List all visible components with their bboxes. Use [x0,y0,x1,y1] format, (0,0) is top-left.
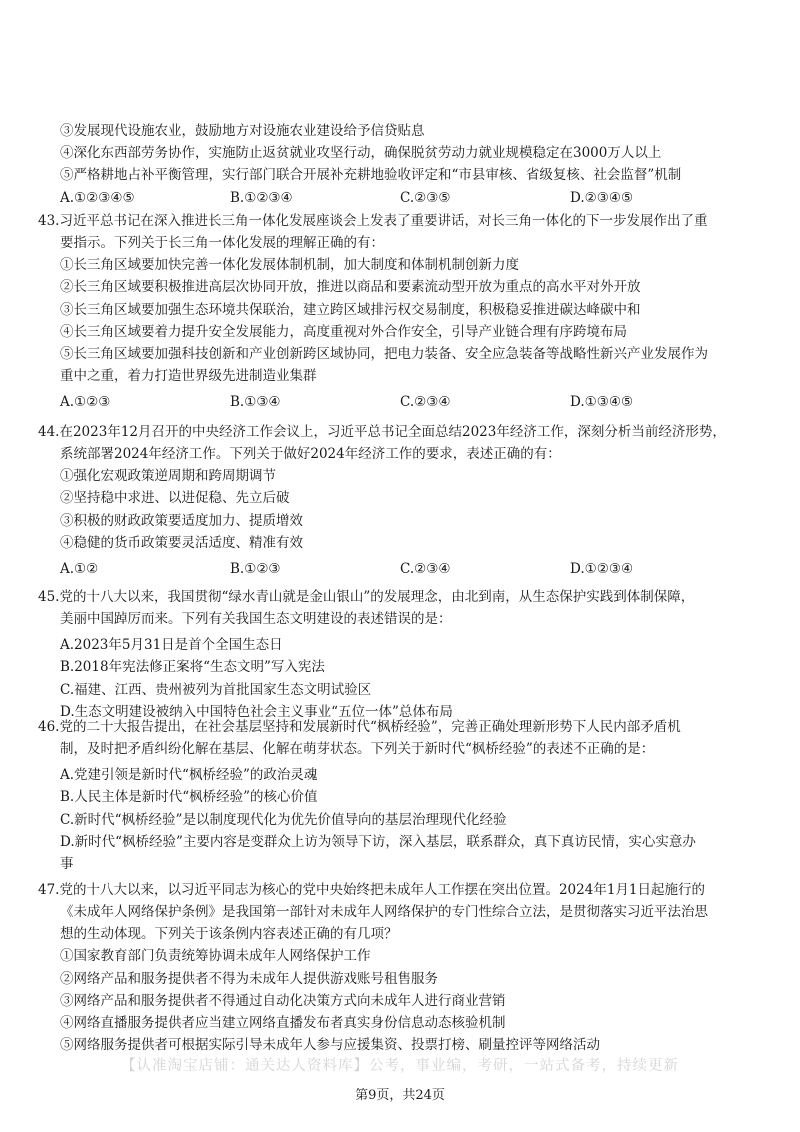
question-stem-cont-1: 《未成年人网络保护条例》是我国第一部针对未成年人网络保护的专门性综合立法，是贯彻落实习近平法治思 [60,904,708,920]
statement-3: ③长三角区域要加强生态环境共保联治，建立跨区域排污权交易制度，积极稳妥推进碳达峰碳中和 [60,301,641,318]
statement-4: ④长三角区域要着力提升安全发展能力，高度重视对外合作安全，引导产业链合理有序跨境布局 [60,323,627,340]
watermark-text: 【认准淘宝店铺：通关达人资料库】公考，事业编，考研，一站式备考，持续更新 [121,1058,679,1074]
option-b: B.①③④ [230,394,281,411]
choice-d: D.新时代“枫桥经验”主要内容是变群众上访为领导下访，深入基层，联系群众，真下真访民情，实心实意办 [60,833,696,850]
question-43 [38,210,758,232]
option-d: D.②③④⑤ [570,189,634,206]
statement-1: ①国家教育部门负责统筹协调未成年人网络保护工作 [60,948,371,965]
choice-d-cont: 事 [60,855,74,872]
choice-c: C.新时代“枫桥经验”是以制度现代化为优先价值导向的基层治理现代化经验 [60,811,507,828]
statement-1: ①长三角区域要加快完善一体化发展体制机制，加大制度和体制机制创新力度 [60,257,519,274]
question-stem: 47.党的十八大以来，以习近平同志为核心的党中央始终把未成年人工作摆在突出位置。2024年1月1日起施行的 [38,882,706,898]
question-stem-cont: 要指示。下列关于长三角一体化发展的理解正确的有： [60,235,384,251]
question-44 [38,421,758,443]
question-stem-cont: 美丽中国踔厉而来。下列有关我国生态文明建设的表述错误的是： [60,611,452,627]
option-c: C.②③⑤ [400,189,451,206]
statement-2: ②长三角区域要积极推进高层次协同开放，推进以商品和要素流动型开放为重点的高水平对外开放 [60,279,641,296]
option-d: D.①②③④ [570,560,634,577]
page-number: 第9页，共24页 [355,1088,445,1103]
option-a: A.①② [60,560,99,577]
question-47 [38,879,758,901]
question-45 [38,586,758,608]
answer-options [60,391,750,413]
statement-3: ③网络产品和服务提供者不得通过自动化决策方式向未成年人进行商业营销 [60,992,506,1009]
question-46-body [60,738,750,875]
question-stem: 45.党的十八大以来，我国贯彻“绿水青山就是金山银山”的发展理念，由北到南，从生态保护实践到体制保障， [38,589,695,605]
question-stem-cont: 制，及时把矛盾纠纷化解在基层、化解在萌芽状态。下列关于新时代“枫桥经验”的表述不正确的是： [60,741,655,757]
question-stem: 43.习近平总书记在深入推进长三角一体化发展座谈会上发表了重要讲话，对长三角一体化的下一步发展作出了重 [38,213,708,229]
option-c: C.②③④ [400,560,451,577]
choice-d: D.生态文明建设被纳入中国特色社会主义事业“五位一体”总体布局 [60,703,453,720]
choice-a: A.党建引领是新时代“枫桥经验”的政治灵魂 [60,767,318,784]
statement-4: ④稳健的货币政策要灵活适度、精准有效 [60,534,303,551]
question-42-tail [60,120,750,209]
option-c: C.②③④ [400,394,451,411]
question-43-body [60,232,750,414]
question-46 [38,716,758,738]
question-stem-cont-2: 想的生动体现。下列关于该条例内容表述正确的有几项？ [60,926,398,943]
statement-4: ④网络直播服务提供者应当建立网络直播发布者真实身份信息动态核验机制 [60,1014,506,1031]
option-b: B.①②③④ [230,189,293,206]
statement-2: ②网络产品和服务提供者不得为未成年人提供游戏账号租售服务 [60,970,438,987]
question-44-body [60,443,750,580]
statement-3: ③发展现代设施农业，鼓励地方对设施农业建设给予信贷贴息 [60,123,425,139]
question-45-body [60,608,750,723]
option-a: A.①②③ [60,394,111,411]
statement-5: ⑤网络服务提供者可根据实际引导未成年人参与应援集资、投票打榜、刷量控评等网络活动 [60,1037,600,1054]
statement-4: ④深化东西部劳务协作，实施防止返贫就业攻坚行动，确保脱贫劳动力就业规模稳定在3000万人以上 [60,145,662,162]
statement-5: ⑤严格耕地占补平衡管理，实行部门联合开展补充耕地验收评定和“市县审核、省级复核、社会监督”机制 [60,167,682,184]
option-b: B.①②③ [230,560,281,577]
choice-b: B.2018年宪法修正案将“生态文明”写入宪法 [60,659,325,676]
choice-c: C.福建、江西、贵州被列为首批国家生态文明试验区 [60,681,372,698]
statement-5: ⑤长三角区域要加强科技创新和产业创新跨区域协同，把电力装备、安全应急装备等战略性新兴产业发展作为 [60,345,708,362]
option-a: A.①②③④⑤ [60,189,135,206]
option-d: D.①③④⑤ [570,394,634,411]
question-stem-cont: 系统部署2024年经济工作。下列关于做好2024年经济工作的要求，表述正确的有： [60,446,561,462]
statement-3: ③积极的财政政策要适度加力、提质增效 [60,512,303,529]
statement-2: ②坚持稳中求进、以进促稳、先立后破 [60,490,290,507]
question-47-body [60,901,750,1056]
choice-a: A.2023年5月31日是首个全国生态日 [60,637,283,654]
answer-options [60,558,750,580]
statement-1: ①强化宏观政策逆周期和跨周期调节 [60,468,276,485]
choice-b: B.人民主体是新时代“枫桥经验”的核心价值 [60,789,318,806]
question-stem: 44.在2023年12月召开的中央经济工作会议上，习近平总书记全面总结2023年经济工作，深刻分析当前经济形势， [38,424,726,440]
answer-options [60,187,750,209]
statement-5-cont: 重中之重，着力打造世界级先进制造业集群 [60,368,317,385]
question-stem: 46.党的二十大报告提出，在社会基层坚持和发展新时代“枫桥经验”，完善正确处理新形势下人民内部矛盾机 [38,719,681,735]
